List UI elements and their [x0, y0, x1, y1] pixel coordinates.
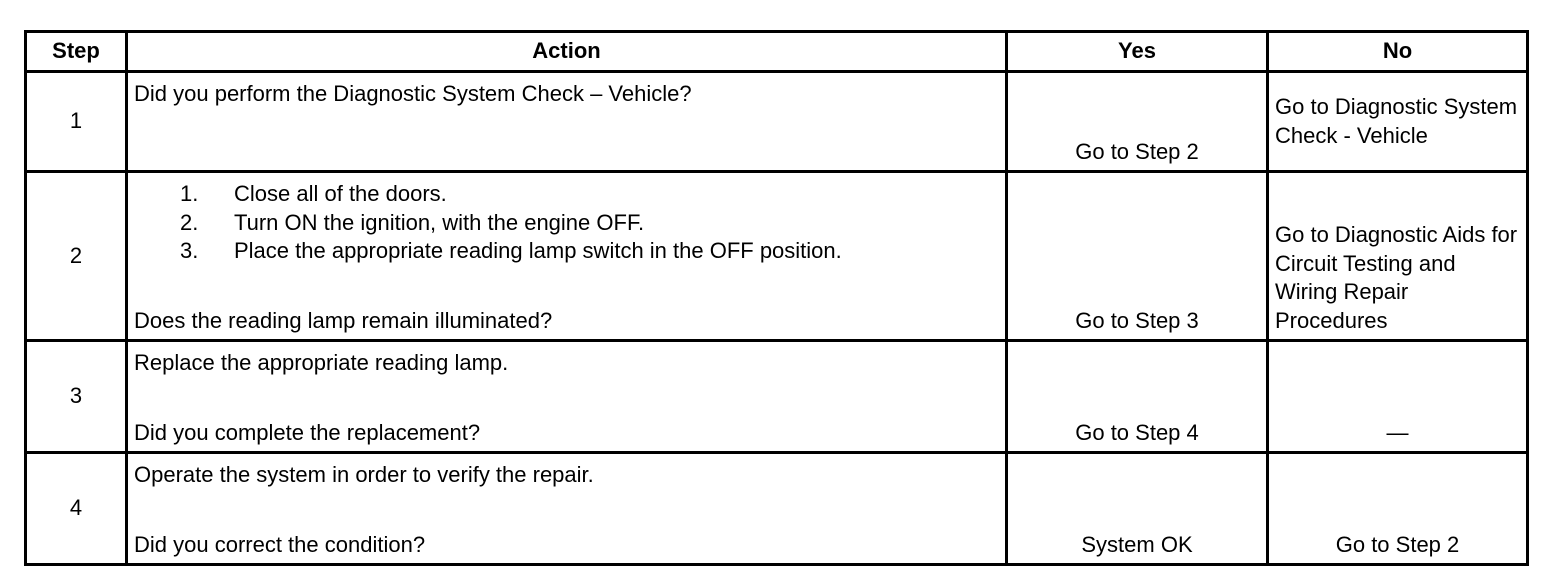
- substep-item: [134, 180, 999, 209]
- step-number: 3: [26, 341, 127, 453]
- step-number: 4: [26, 453, 127, 565]
- header-no: No: [1268, 32, 1528, 72]
- substep-number: 2.: [180, 209, 199, 235]
- header-row: [26, 32, 1528, 72]
- step-number: 1: [26, 72, 127, 172]
- action-text: Did you perform the Diagnostic System Check – Vehicle?: [134, 81, 692, 106]
- yes-cell: Go to Step 3: [1007, 172, 1268, 341]
- instruction-text: Replace the appropriate reading lamp.: [134, 350, 509, 375]
- question-text: Did you correct the condition?: [134, 531, 426, 557]
- header-action: Action: [127, 32, 1007, 72]
- no-cell: Go to Diagnostic Aids for Circuit Testing and Wiring Repair Procedures: [1268, 172, 1528, 341]
- substep-number: 3.: [180, 238, 199, 263]
- substep-list: [134, 180, 999, 266]
- instruction-text: Operate the system in order to verify the repair.: [134, 462, 594, 487]
- action-cell: [127, 453, 1007, 565]
- question-text: Did you complete the replacement?: [134, 419, 481, 445]
- step-number: 2: [26, 172, 127, 341]
- yes-cell: Go to Step 4: [1007, 341, 1268, 453]
- substep-number: 1.: [180, 181, 199, 206]
- no-cell: Go to Diagnostic System Check - Vehicle: [1268, 72, 1528, 172]
- action-cell: [127, 172, 1007, 341]
- substep-item: [134, 209, 999, 238]
- table-row: [26, 341, 1528, 453]
- table-row: [26, 72, 1528, 172]
- action-cell: [127, 341, 1007, 453]
- substep-text: Turn ON the ignition, with the engine OFF.: [234, 209, 645, 235]
- substep-item: [134, 237, 999, 266]
- yes-cell: System OK: [1007, 453, 1268, 565]
- yes-cell: Go to Step 2: [1007, 72, 1268, 172]
- header-yes: Yes: [1007, 32, 1268, 72]
- substep-text: Close all of the doors.: [234, 181, 447, 206]
- no-cell: —: [1268, 341, 1528, 453]
- question-text: Does the reading lamp remain illuminated?: [134, 307, 553, 333]
- no-cell: Go to Step 2: [1268, 453, 1528, 565]
- header-step: Step: [26, 32, 127, 72]
- table-row: [26, 453, 1528, 565]
- action-cell: [127, 72, 1007, 172]
- diagnostic-table: [24, 30, 1529, 566]
- substep-text: Place the appropriate reading lamp switch in the OFF position.: [234, 238, 842, 263]
- table-row: [26, 172, 1528, 341]
